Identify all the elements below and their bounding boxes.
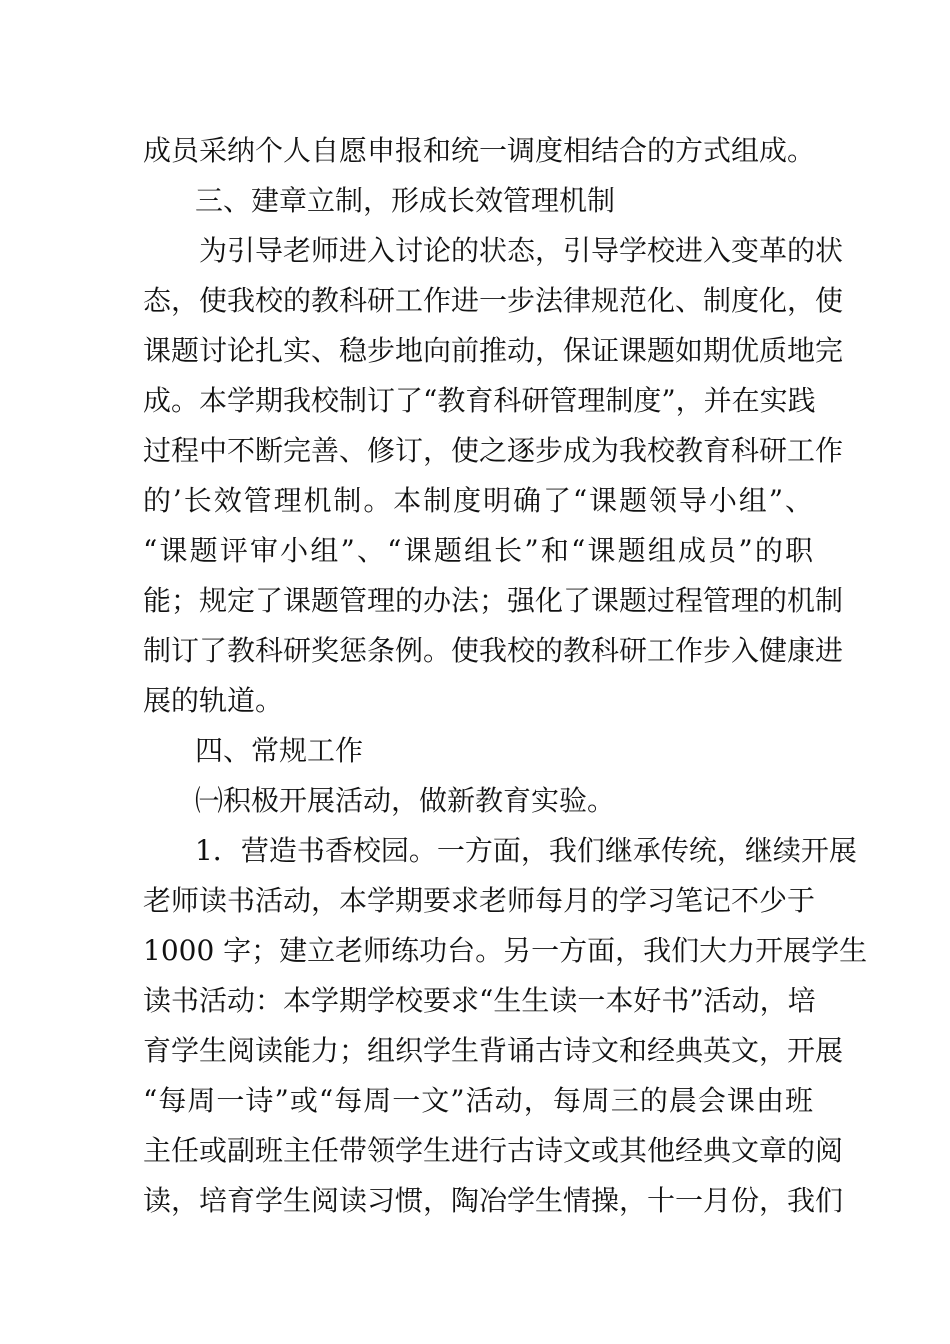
paragraph-line: 课题讨论扎实、稳步地向前推动，保证课题如期优质地完 <box>143 334 844 367</box>
paragraph-line: 展的轨道。 <box>143 684 284 717</box>
paragraph-line: 育学生阅读能力；组织学生背诵古诗文和经典英文，开展 <box>143 1034 844 1067</box>
document-body <box>143 126 868 1226</box>
paragraph-line: 能；规定了课题管理的办法；强化了课题过程管理的机制 <box>143 584 844 617</box>
paragraph-line: 态，使我校的教科研工作进一步法律规范化、制度化，使 <box>143 284 844 317</box>
paragraph-line: 1000 字；建立老师练功台。另一方面，我们大力开展学生 <box>143 934 868 967</box>
paragraph-line: 成。本学期我校制订了“教育科研管理制度”，并在实践 <box>143 384 816 417</box>
paragraph-line: 主任或副班主任带领学生进行古诗文或其他经典文章的阅 <box>143 1134 844 1167</box>
paragraph-line: 成员采纳个人自愿申报和统一调度相结合的方式组成。 <box>143 134 816 167</box>
paragraph-line: “每周一诗”或“每周一文”活动，每周三的晨会课由班 <box>143 1084 813 1117</box>
paragraph-line: 读书活动：本学期学校要求“生生读一本好书”活动，培 <box>143 984 816 1017</box>
paragraph-line: 为引导老师进入讨论的状态，引导学校进入变革的状 <box>199 234 844 267</box>
paragraph-line: “课题评审小组”、“课题组长”和“课题组成员”的职 <box>143 534 813 567</box>
paragraph-line: 过程中不断完善、修订，使之逐步成为我校教育科研工作 <box>143 434 844 467</box>
paragraph-line: 1．营造书香校园。一方面，我们继承传统，继续开展 <box>195 834 857 867</box>
section-heading-4: 四、常规工作 <box>195 734 364 767</box>
paragraph-line: 的’长效管理机制。本制度明确了“课题领导小组”、 <box>143 484 813 517</box>
subsection-heading: ㈠积极开展活动，做新教育实验。 <box>195 784 616 817</box>
paragraph-line: 读，培育学生阅读习惯，陶冶学生情操，十一月份，我们 <box>143 1184 844 1217</box>
paragraph-line: 制订了教科研奖惩条例。使我校的教科研工作步入健康进 <box>143 634 844 667</box>
paragraph-line: 老师读书活动，本学期要求老师每月的学习笔记不少于 <box>143 884 816 917</box>
section-heading-3: 三、建章立制，形成长效管理机制 <box>195 184 616 217</box>
